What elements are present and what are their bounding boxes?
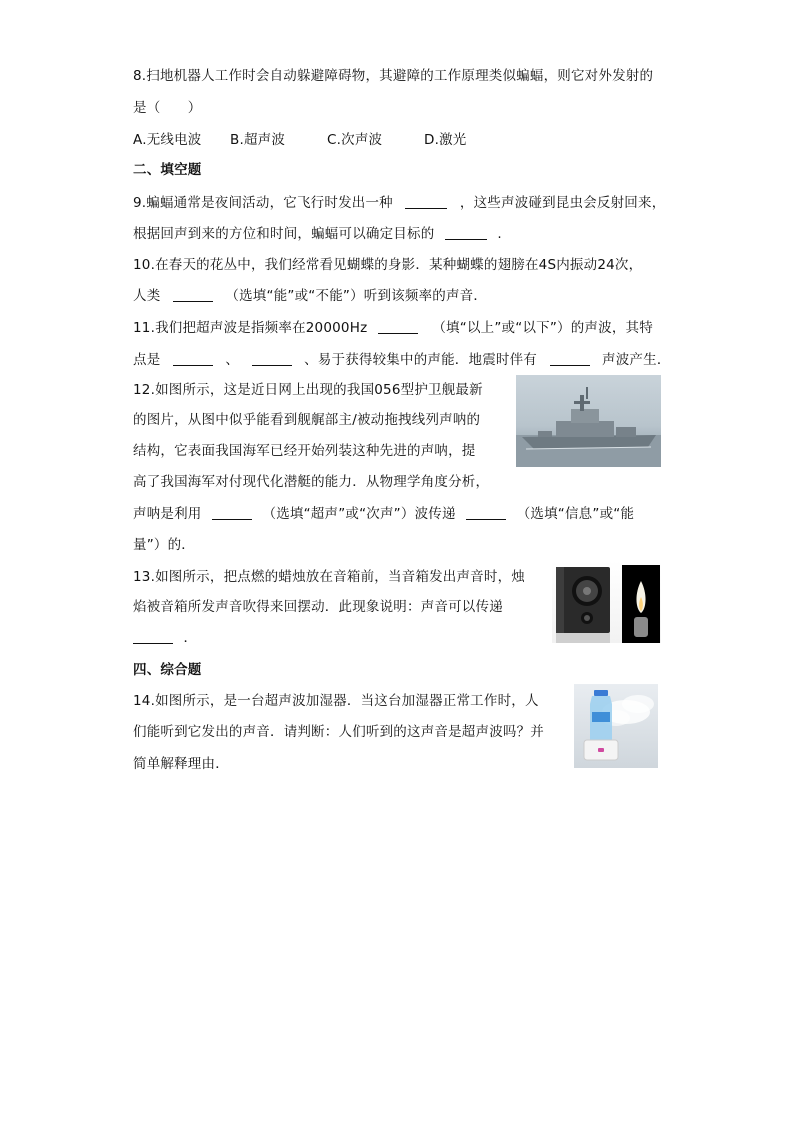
q8-line1: 8.扫地机器人工作时会自动躲避障碍物，其避障的工作原理类似蝙蝠，则它对外发射的 [133,68,654,84]
q13-blank [133,629,173,644]
humidifier-drawing [574,684,658,768]
q11-text-e: 、易于获得较集中的声能．地震时伴有 [304,352,538,368]
q12-line3: 结构，它表面我国海军已经开始列装这种先进的声呐，提 [133,443,476,459]
q10-line1: 10.在春天的花丛中，我们经常看见蝴蝶的身影．某种蝴蝶的翅膀在4S内振动24次， [133,257,643,273]
humidifier-image [574,684,658,768]
q8-option-d: D.激光 [424,132,467,148]
q10-blank [173,287,213,302]
q12-line4: 高了我国海军对付现代化潜艇的能力．从物理学角度分析， [133,474,490,490]
q11-text-b: （填“以上”或“以下”）的声波，其特 [432,320,653,336]
warship-image [516,375,661,467]
q11-blank-4 [550,351,590,366]
q8-option-b: B.超声波 [230,132,286,148]
q9-text-c: 根据回声到来的方位和时间，蝙蝠可以确定目标的 [133,226,435,242]
q13-line3 [133,628,197,648]
warship-drawing [516,375,661,467]
q12-text-b: （选填“超声”或“次声”）波传递 [262,506,456,522]
q9-text-a: 9.蝙蝠通常是夜间活动，它飞行时发出一种 [133,195,393,211]
q13-text-end: ． [183,630,198,646]
q13-line2: 焰被音箱所发声音吹得来回摆动．此现象说明：声音可以传递 [133,599,503,615]
q9-line1 [133,193,665,213]
q14-line2: 们能听到它发出的声音．请判断：人们听到的这声音是超声波吗？并 [133,724,544,740]
q13-line1: 13.如图所示，把点燃的蜡烛放在音箱前，当音箱发出声音时，烛 [133,569,525,585]
q12-line6: 量”）的． [133,537,195,553]
q11-line1 [133,318,653,338]
q11-text-d: 、 [225,352,240,368]
q12-text-a: 声呐是利用 [133,506,202,522]
q8-line2: 是（ ） [133,100,202,116]
q11-blank-1 [378,319,418,334]
q9-blank-2 [445,225,487,240]
q11-blank-2 [173,351,213,366]
q12-line1: 12.如图所示，这是近日网上出现的我国056型护卫舰最新 [133,382,483,398]
q10-line2 [133,286,487,306]
speaker-candle-image [552,561,661,643]
q12-blank-2 [466,505,506,520]
q11-blank-3 [252,351,292,366]
q8-option-c: C.次声波 [327,132,383,148]
q10-text-b: （选填“能”或“不能”）听到该频率的声音． [225,288,488,304]
q9-blank-1 [405,194,447,209]
q12-blank-1 [212,505,252,520]
q14-line1: 14.如图所示，是一台超声波加湿器．当这台加湿器正常工作时，人 [133,693,539,709]
q8-option-a: A.无线电波 [133,132,202,148]
q9-text-b: ，这些声波碰到昆虫会反射回来， [459,195,666,211]
q12-text-c: （选填“信息”或“能 [516,506,635,522]
q11-text-f: 声波产生． [602,352,671,368]
q10-text-a: 人类 [133,288,161,304]
q12-line5 [133,504,634,524]
q11-text-c: 点是 [133,352,161,368]
q9-text-d: . [497,226,502,242]
q9-line2 [133,224,502,244]
q12-line2: 的图片，从图中似乎能看到舰艉部主/被动拖拽线列声呐的 [133,412,481,428]
q11-text-a: 11.我们把超声波是指频率在20000Hz [133,320,368,336]
q11-line2 [133,350,671,370]
speaker-candle-drawing [552,561,661,643]
section-title-comprehensive: 四、综合题 [133,662,202,678]
section-title-fill-in: 二、填空题 [133,162,202,178]
q14-line3: 简单解释理由． [133,756,229,772]
